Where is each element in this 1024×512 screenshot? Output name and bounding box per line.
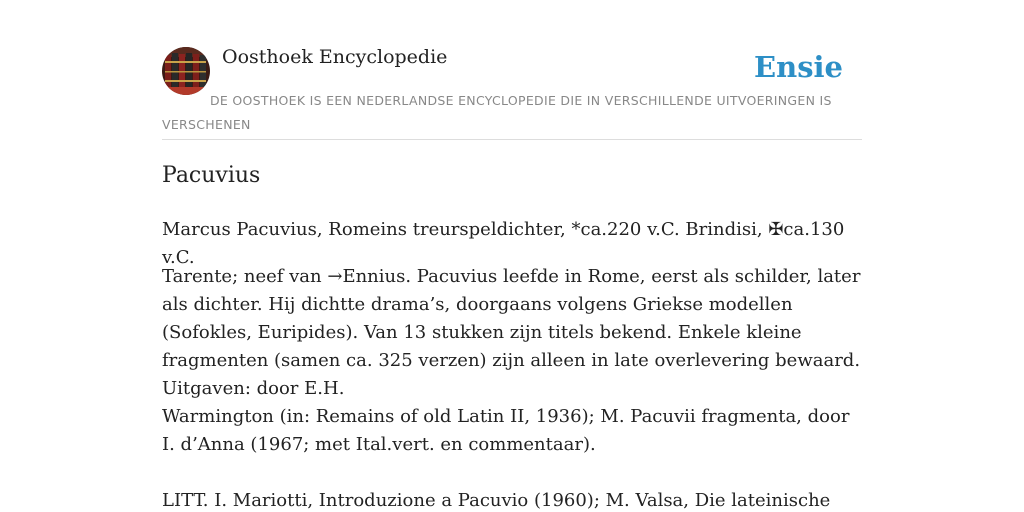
site-avatar[interactable]	[162, 47, 210, 95]
site-name[interactable]: Oosthoek Encyclopedie	[222, 46, 448, 68]
book-spines-icon	[162, 47, 210, 95]
header-divider	[162, 139, 862, 140]
article-paragraph: Marcus Pacuvius, Romeins treurspeldichter, *ca.220 v.C. Brindisi, ✠ca.130 v.C.	[162, 219, 845, 268]
brand-logo[interactable]: Ensie	[754, 50, 843, 84]
page	[162, 0, 862, 512]
site-tagline: DE OOSTHOEK IS EEN NEDERLANDSE ENCYCLOPEDIE DIE IN VERSCHILLENDE UITVOERINGEN IS VERSCHENEN	[162, 93, 832, 132]
article-paragraph: Warmington (in: Remains of old Latin II, 1936); M. Pacuvii fragmenta, door I. d’Anna (1967; met Ital.vert. en commentaar).	[162, 406, 850, 455]
article-title: Pacuvius	[162, 163, 261, 188]
article-paragraph: LITT. I. Mariotti, Introduzione a Pacuvio (1960); M. Valsa, Die lateinische	[162, 490, 831, 511]
article-paragraph: Tarente; neef van →Ennius. Pacuvius leefde in Rome, eerst als schilder, later als dichter. Hij dichtte drama’s, doorgaans volgens Griekse modellen (Sofokles, Euripides). Van 13 stukken zijn titels bekend. Enkele kleine fragmenten (samen ca. 325 verzen) zijn alleen in late overlevering bewaard. Uitgaven: door E.H.	[162, 266, 861, 399]
